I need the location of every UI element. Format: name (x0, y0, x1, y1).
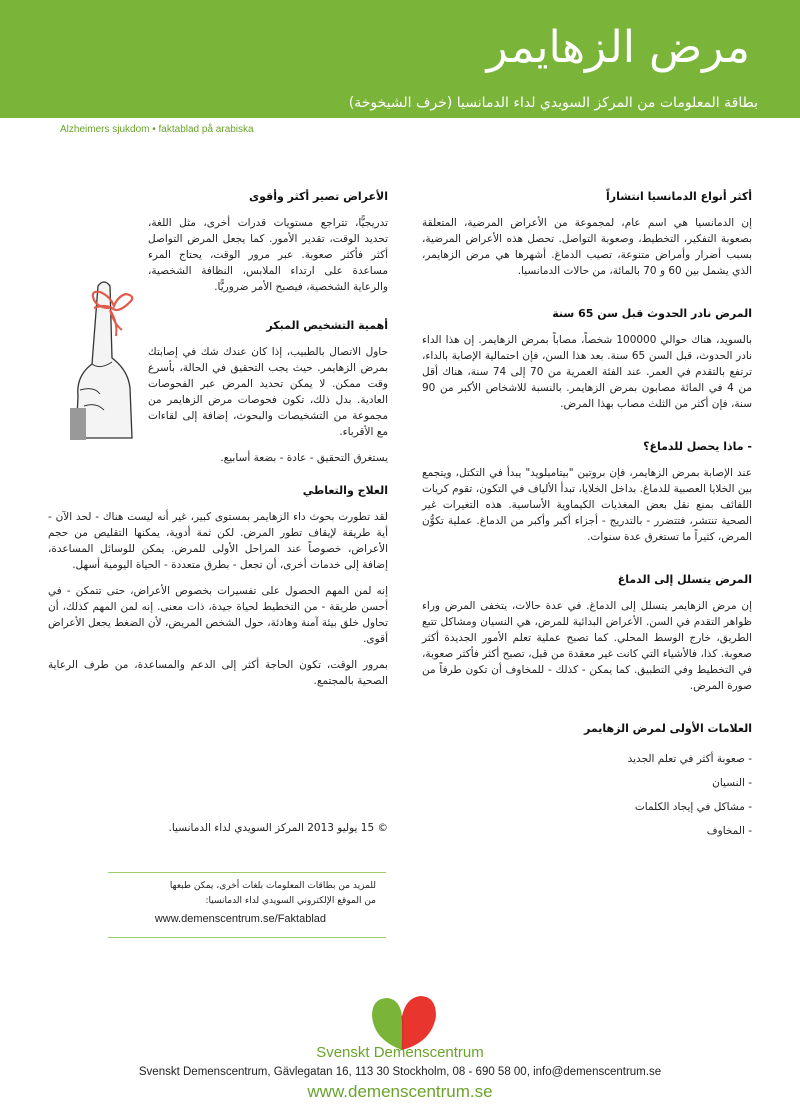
page-subtitle: بطاقة المعلومات من المركز السويدي لداء الدمانسيا (خرف الشيخوخة) (348, 95, 758, 111)
section-body: يستغرق التحقيق - عادة - بضعة أسابيع. (220, 452, 388, 464)
section-title: المرض يتسلل إلى الدماغ (617, 573, 752, 586)
section-body: لقد تطورت بحوث داء الزهايمر بمستوى كبير، غير أنه ليست هناك - لحد الآن - أية طريقة لإيقاف تطور المرض. لكن ثمة أدوية، يمكنها التقليص من حجم الأعراض، خصوصاً عند المراحل الأولى للمرض. يمكن للوسائل المساعدة، إضافة إلى خدمات أخرى، أن تجعل - بطرق متعددة - الحياة اليومية أسهل. (48, 511, 388, 571)
finger-ribbon-illustration (70, 278, 140, 440)
heart-logo-icon (362, 990, 446, 1052)
section-title: المرض نادر الحدوث قبل سن 65 سنة (552, 307, 752, 320)
footer-website-link[interactable]: www.demenscentrum.se (307, 1082, 493, 1101)
section-body: بمرور الوقت، تكون الحاجة أكثر إلى الدعم والمساعدة، من طرف الرعاية الصحية بالمجتمع. (48, 659, 388, 687)
more-info-line: للمزيد من بطاقات المعلومات بلغات أخرى، يمكن طبعها (169, 881, 376, 891)
list-item: - النسيان (712, 777, 752, 789)
document-sublabel: Alzheimers sjukdom • faktablad på arabiska (60, 124, 254, 135)
section-title: أهمية التشخيص المبكر (266, 319, 388, 332)
list-item: - مشاكل في إيجاد الكلمات (634, 801, 752, 813)
section-body: بالسويد، هناك حوالي 100000 شخصاً، مصاباً بمرض الزهايمر. إن هذا الداء نادر الحدوث، قبل السن 65 سنة. بعد هذا السن، فإن احتمالية الإصابة بالداء، ترتفع بالتقدم في العمر. عند الفئة العمرية من 70 إلى 74 سنة، هناك أقل من 4 في المائة مصابون بمرض الزهايمر. بالنسبة للاشخاص الأكبر من 90 سنة، فإن أكثر من الثلث مصاب بهذا المرض. (422, 334, 753, 410)
section-title: أكثر أنواع الدمانسيا انتشاراً (605, 190, 752, 203)
copyright-notice: © 15 يوليو 2013 المركز السويدي لداء الدمانسيا. (168, 822, 388, 834)
section-body: إن مرض الزهايمر يتسلل إلى الدماغ. في عدة حالات، يتخفى المرض وراء ظواهر التقدم في السن. الأعراض البدائية للمرض، هي النسيان ومشاكل تتبع الطريق، خارج الوسط المحلي. كما تصبح عملية تعلم الأمور الجديدة أكثر صعوبة. كذا، فالأشياء التي كانت غير معقدة من قبل، تصبح أكثر فأكثر صعوبة، في التخطيط وفي التطبيق. كما يمكن - كذلك - للمخاوف أن تكون طرفاً من صورة المرض. (422, 600, 752, 692)
section-brain (422, 440, 752, 545)
section-title: الأعراض تصير أكثر وأقوى (249, 190, 388, 203)
list-item: - المخاوف (706, 825, 752, 837)
section-most-common (422, 190, 752, 279)
factsheet-link[interactable]: www.demenscentrum.se/Faktablad (154, 913, 326, 925)
section-body: عند الإصابة بمرض الزهايمر، فإن بروتين "بيتاميلويد" يبدأ في التكتل، ويتجمع بين الخلايا العصبية للدماغ. بداخل الخلايا، تبدأ الألياف في التكون، تقوم كريات اللفائف بمنع نقل بعض المغذيات الكيماوية الأساسية. هذه التغيرات غير الصحية تنتشر، فتتضرر - بالتدريج - أجزاء أكبر وأكبر من الدماغ. عملية تكوُّن المرض، كثيراً ما تستغرق عدة سنوات. (422, 467, 752, 543)
left-column (48, 190, 388, 707)
section-creeping (422, 573, 752, 694)
section-title: العلامات الأولى لمرض الزهايمر (584, 722, 752, 735)
more-info-box (108, 872, 386, 938)
more-info-line: من الموقع الإلكتروني السويدي لداء الدمانسيا: (205, 896, 376, 906)
right-column (422, 190, 752, 861)
header-banner (0, 0, 800, 118)
section-body: حاول الاتصال بالطبيب، إذا كان عندك شك في إصابتك بمرض الزهايمر. حيث يجب التحقيق في الحالة، بأسرع وقت ممكن. لا يمكن تحديد المرض عبر الفحوصات العادية. بدل ذلك، تكون فحوصات مرض الزهايمر من مجموعة من التشخيصات والبحوث، إضافة إلى لقاءات مع الأقرباء. (148, 346, 388, 438)
footer-address: Svenskt Demenscentrum, Gävlegatan 16, 113 30 Stockholm, 08 - 690 58 00, info@demenscentrum.se (138, 1066, 662, 1078)
section-treatment (48, 484, 388, 689)
page-title: مرض الزهايمر (486, 22, 750, 73)
section-rare-before-65 (422, 307, 752, 412)
section-body: إنه لمن المهم الحصول على تفسيرات بخصوص الأعراض، حتى تتمكن - في أحسن طريقة - من التخطيط لحياة جيدة، ذات معنى. إنه لمن المهم كذلك، أن تحاول خلق بيئة آمنة وهادئة، حول الشخص المريض، لأن الضغط يجعل الأعراض أقوى. (48, 585, 388, 645)
section-body: إن الدمانسيا هي اسم عام، لمجموعة من الأعراض المرضية، المتعلقة بصعوبة التفكير، التخطيط، وصعوبة التواصل. تحصل هذه الأعراض المرضية، بسبب أضرار وأمراض متنوعة، تصيب الدماغ. أشهرها هي مرض الزهايمر، الذي يشمل بين 60 و 70 بالمائة، من حالات الدمانسيا. (422, 217, 752, 277)
section-title: العلاج والتعاطي (302, 484, 388, 497)
logo-wordmark: Svenskt Demenscentrum (316, 1044, 484, 1061)
list-item: - صعوبة أكثر في تعلم الجديد (627, 753, 752, 765)
section-title: - ماذا يحصل للدماغ؟ (643, 440, 752, 453)
section-first-signs (422, 722, 752, 843)
section-body: تدريجيًّا، تتراجع مستويات قدرات أخرى، مثل اللغة، تحديد الوقت، تقدير الأمور. كما يجعل المرض التواصل أكثر فأكثر صعوبة. عبر مرور الوقت، يحتاج المرء مساعدة على ارتداء الملابس، النظافة الشخصية، والرعاية الشخصية، فيصبح الأمر ضروريًّا. (148, 217, 388, 293)
